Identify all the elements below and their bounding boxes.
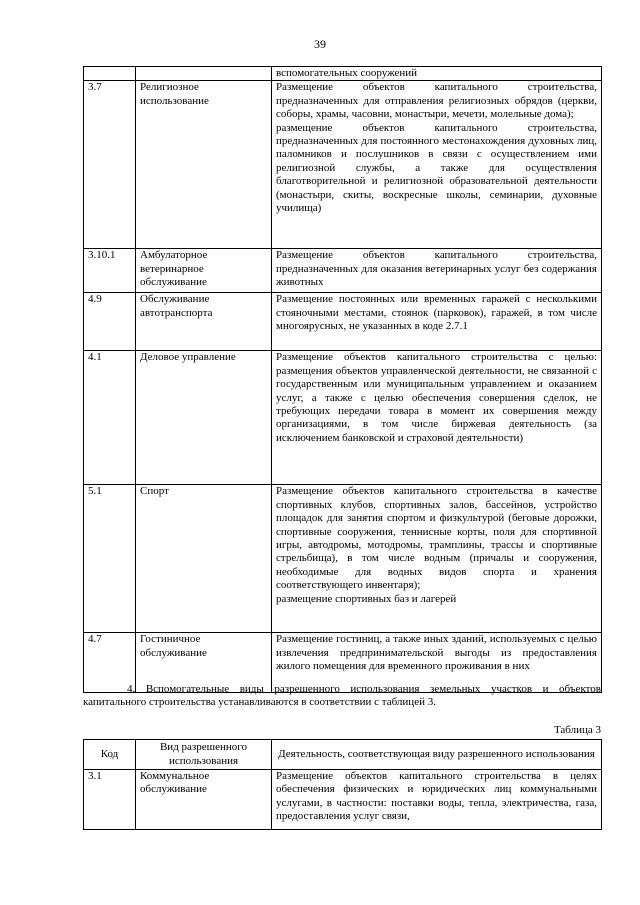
use-name-cell: Амбулаторное ветеринарное обслуживание bbox=[136, 249, 272, 293]
code-cell: 5.1 bbox=[84, 485, 136, 633]
use-name-cell: Спорт bbox=[136, 485, 272, 633]
auxiliary-use-table bbox=[83, 739, 602, 830]
section-paragraph: 4. Вспомогательные виды разрешенного использования земельных участков и объектов капитального строительства устанавливаются в соответствии с таблицей 3. bbox=[83, 683, 601, 709]
table-row bbox=[84, 81, 602, 249]
table-row bbox=[84, 770, 602, 830]
land-use-table-continued bbox=[83, 66, 602, 693]
use-name-cell: Религиозное использование bbox=[136, 81, 272, 249]
use-name-cell: Коммунальное обслуживание bbox=[136, 770, 272, 830]
header-code: Код bbox=[84, 740, 136, 770]
header-activity: Деятельность, соответствующая виду разрешенного использования bbox=[272, 740, 602, 770]
activity-cell: Размещение гостиниц, а также иных зданий, используемых с целью извлечения предпринимательской выгоды из предоставления жилого помещения для временного проживания в них bbox=[272, 633, 602, 693]
table-row bbox=[84, 293, 602, 351]
header-use-name: Вид разрешенного использования bbox=[136, 740, 272, 770]
code-cell: 3.7 bbox=[84, 81, 136, 249]
table-row bbox=[84, 485, 602, 633]
code-cell: 3.1 bbox=[84, 770, 136, 830]
page-number: 39 bbox=[314, 37, 326, 51]
use-name-cell: Деловое управление bbox=[136, 351, 272, 485]
activity-cell: вспомогательных сооружений bbox=[272, 67, 602, 81]
activity-cell: Размещение объектов капитального строительства, предназначенных для отправления религиозных обрядов (церкви, соборы, храмы, часовни, монастыри, мечети, молельные дома); размещение объектов капитального строительства, предназначенных для постоянного местонахождения духовных лиц, паломников и послушников в связи с осуществлением ими религиозной службы, а также для осуществления благотворительной и религиозной образовательной деятельности (монастыри, скиты, воскресные школы, семинарии, духовные училища) bbox=[272, 81, 602, 249]
use-name-cell: Гостиничное обслуживание bbox=[136, 633, 272, 693]
activity-cell: Размещение объектов капитального строительства в целях обеспечения физических и юридических лиц коммунальными услугами, в частности: поставки воды, тепла, электричества, газа, предоставления услуг связи, bbox=[272, 770, 602, 830]
table-header-row bbox=[84, 740, 602, 770]
activity-cell: Размещение объектов капитального строительства с целью: размещения объектов управленческой деятельности, не связанной с государственным или муниципальным управлением и оказанием услуг, а также с целью обеспечения совершения сделок, не требующих передачи товара в момент их совершения между организациями, в том числе биржевая деятельность (за исключением банковской и страховой деятельности) bbox=[272, 351, 602, 485]
activity-cell: Размещение постоянных или временных гаражей с несколькими стояночными местами, стоянок (парковок), гаражей, в том числе многоярусных, не указанных в коде 2.7.1 bbox=[272, 293, 602, 351]
table-row bbox=[84, 249, 602, 293]
table-caption: Таблица 3 bbox=[553, 724, 601, 736]
table-row bbox=[84, 67, 602, 81]
code-cell: 4.7 bbox=[84, 633, 136, 693]
activity-cell: Размещение объектов капитального строительства в качестве спортивных клубов, спортивных залов, бассейнов, устройство площадок для занятия спортом и физкультурой (беговые дорожки, спортивные сооружения, теннисные корты, поля для спортивной игры, автодромы, мотодромы, трамплины, трассы и спортивные стрельбища), в том числе водным (причалы и сооружения, необходимые для водных видов спорта и хранения соответствующего инвентаря); размещение спортивных баз и лагерей bbox=[272, 485, 602, 633]
code-cell bbox=[84, 67, 136, 81]
activity-cell: Размещение объектов капитального строительства, предназначенных для оказания ветеринарных услуг без содержания животных bbox=[272, 249, 602, 293]
code-cell: 3.10.1 bbox=[84, 249, 136, 293]
code-cell: 4.1 bbox=[84, 351, 136, 485]
code-cell: 4.9 bbox=[84, 293, 136, 351]
use-name-cell bbox=[136, 67, 272, 81]
table-row bbox=[84, 351, 602, 485]
use-name-cell: Обслуживание автотранспорта bbox=[136, 293, 272, 351]
